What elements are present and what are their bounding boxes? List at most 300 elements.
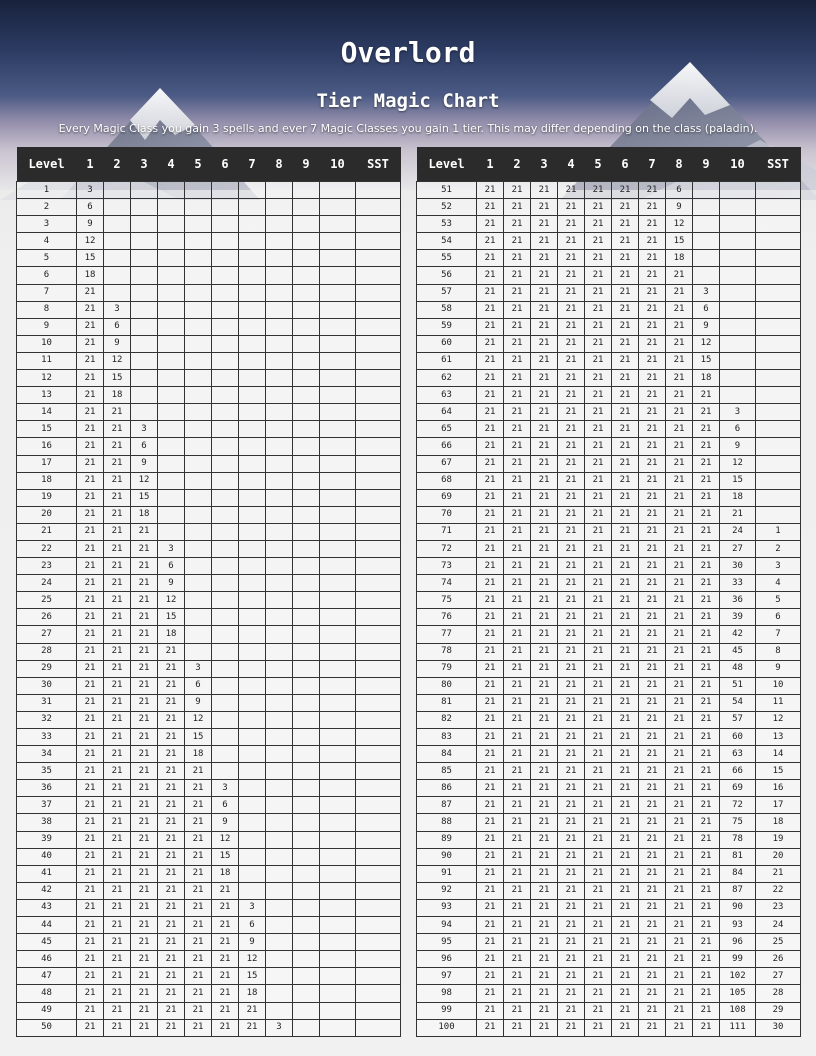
table-cell: 21 (693, 677, 720, 694)
table-cell (131, 199, 158, 216)
table-cell: 21 (104, 455, 131, 472)
table-cell (239, 250, 266, 267)
level-cell: 56 (417, 267, 477, 284)
table-cell (266, 917, 293, 934)
table-cell: 21 (77, 694, 104, 711)
table-cell: 21 (104, 746, 131, 763)
table-cell (239, 609, 266, 626)
table-cell: 22 (756, 882, 801, 899)
table-cell: 21 (612, 284, 639, 301)
table-cell (356, 352, 401, 369)
table-cell: 21 (158, 1019, 185, 1036)
table-cell (212, 540, 239, 557)
table-cell (356, 609, 401, 626)
table-cell (212, 455, 239, 472)
table-cell (239, 421, 266, 438)
level-cell: 99 (417, 1002, 477, 1019)
table-cell (356, 746, 401, 763)
table-cell: 21 (693, 780, 720, 797)
table-cell: 60 (720, 729, 756, 746)
table-cell: 12 (239, 951, 266, 968)
table-cell: 21 (185, 763, 212, 780)
table-cell (356, 917, 401, 934)
table-cell (185, 575, 212, 592)
table-cell: 21 (477, 711, 504, 728)
table-cell: 21 (639, 575, 666, 592)
table-cell: 21 (531, 267, 558, 284)
table-cell: 21 (639, 609, 666, 626)
table-cell (756, 387, 801, 404)
table-cell: 21 (77, 780, 104, 797)
table-row (417, 301, 801, 318)
table-cell (293, 797, 320, 814)
table-cell: 21 (666, 951, 693, 968)
table-row (17, 797, 401, 814)
table-cell: 36 (720, 592, 756, 609)
table-cell (104, 233, 131, 250)
table-cell (266, 335, 293, 352)
table-cell: 18 (756, 814, 801, 831)
table-cell: 21 (131, 1002, 158, 1019)
table-cell: 21 (666, 677, 693, 694)
table-cell: 15 (756, 763, 801, 780)
table-cell: 21 (504, 968, 531, 985)
table-cell: 21 (558, 985, 585, 1002)
table-cell: 21 (666, 711, 693, 728)
table-cell: 21 (558, 917, 585, 934)
level-cell: 50 (17, 1019, 77, 1036)
table-cell (185, 318, 212, 335)
table-cell: 21 (77, 968, 104, 985)
level-cell: 8 (17, 301, 77, 318)
table-cell (720, 318, 756, 335)
table-cell (320, 660, 356, 677)
column-header: 10 (320, 147, 356, 182)
table-row (417, 780, 801, 797)
table-cell (293, 489, 320, 506)
table-cell: 21 (185, 797, 212, 814)
table-cell: 21 (558, 660, 585, 677)
table-cell (356, 729, 401, 746)
table-cell (320, 592, 356, 609)
table-cell: 21 (477, 523, 504, 540)
table-cell: 21 (77, 352, 104, 369)
table-row (417, 506, 801, 523)
table-cell (239, 694, 266, 711)
table-cell: 21 (639, 865, 666, 882)
table-cell: 15 (104, 370, 131, 387)
table-cell (320, 455, 356, 472)
table-cell (239, 729, 266, 746)
table-cell (239, 404, 266, 421)
table-cell (185, 523, 212, 540)
table-cell (356, 763, 401, 780)
table-cell: 21 (158, 677, 185, 694)
table-cell: 99 (720, 951, 756, 968)
table-cell: 12 (77, 233, 104, 250)
table-cell: 21 (104, 626, 131, 643)
table-row (17, 575, 401, 592)
table-cell: 21 (693, 421, 720, 438)
table-cell: 21 (585, 267, 612, 284)
table-cell: 21 (104, 848, 131, 865)
table-cell (756, 182, 801, 199)
table-cell: 21 (185, 831, 212, 848)
table-cell: 21 (693, 797, 720, 814)
table-cell: 21 (666, 523, 693, 540)
table-cell: 21 (104, 643, 131, 660)
table-cell: 21 (693, 455, 720, 472)
table-cell (104, 182, 131, 199)
table-cell: 21 (504, 729, 531, 746)
table-row (417, 592, 801, 609)
table-cell: 21 (158, 660, 185, 677)
table-cell (320, 643, 356, 660)
table-cell (131, 352, 158, 369)
table-cell (239, 746, 266, 763)
table-cell (293, 472, 320, 489)
table-cell: 21 (666, 472, 693, 489)
table-cell: 21 (77, 763, 104, 780)
table-cell: 21 (104, 489, 131, 506)
table-cell (756, 506, 801, 523)
table-cell: 21 (612, 746, 639, 763)
table-cell: 21 (666, 421, 693, 438)
table-cell: 21 (531, 489, 558, 506)
table-cell (239, 506, 266, 523)
table-cell: 21 (585, 763, 612, 780)
table-cell (720, 352, 756, 369)
table-cell: 21 (585, 609, 612, 626)
table-cell: 21 (504, 917, 531, 934)
table-cell (293, 540, 320, 557)
table-cell: 21 (531, 985, 558, 1002)
table-cell: 21 (131, 643, 158, 660)
table-cell: 21 (693, 985, 720, 1002)
table-cell: 21 (639, 506, 666, 523)
table-cell: 10 (756, 677, 801, 694)
table-cell: 21 (77, 626, 104, 643)
table-cell: 12 (720, 455, 756, 472)
table-cell: 18 (720, 489, 756, 506)
table-cell: 21 (639, 301, 666, 318)
level-cell: 78 (417, 643, 477, 660)
table-cell (720, 267, 756, 284)
table-row (417, 421, 801, 438)
table-cell: 3 (266, 1019, 293, 1036)
table-cell (356, 694, 401, 711)
table-cell: 21 (585, 438, 612, 455)
table-cell: 21 (477, 370, 504, 387)
table-cell: 21 (158, 729, 185, 746)
table-cell (320, 780, 356, 797)
table-cell: 21 (104, 404, 131, 421)
table-cell: 26 (756, 951, 801, 968)
table-cell: 9 (158, 575, 185, 592)
level-cell: 79 (417, 660, 477, 677)
level-cell: 91 (417, 865, 477, 882)
table-cell: 21 (77, 301, 104, 318)
table-cell (104, 284, 131, 301)
table-cell: 21 (639, 421, 666, 438)
table-cell: 21 (77, 421, 104, 438)
table-row (17, 831, 401, 848)
table-cell (104, 216, 131, 233)
tier-table-right (416, 147, 801, 1037)
table-cell: 21 (558, 404, 585, 421)
table-cell (356, 182, 401, 199)
table-cell: 21 (131, 951, 158, 968)
level-cell: 17 (17, 455, 77, 472)
table-cell: 21 (666, 848, 693, 865)
table-cell (266, 797, 293, 814)
level-cell: 87 (417, 797, 477, 814)
table-cell: 21 (639, 763, 666, 780)
chart-subtitle: Tier Magic Chart (316, 90, 500, 112)
table-cell: 21 (212, 1019, 239, 1036)
table-cell (356, 233, 401, 250)
table-cell (320, 199, 356, 216)
table-cell (158, 370, 185, 387)
table-cell: 21 (612, 592, 639, 609)
table-row (17, 540, 401, 557)
table-cell (266, 438, 293, 455)
table-row (17, 848, 401, 865)
table-cell (239, 438, 266, 455)
table-cell: 21 (212, 1002, 239, 1019)
table-cell (293, 404, 320, 421)
table-cell (356, 899, 401, 916)
table-cell (756, 250, 801, 267)
table-row (417, 626, 801, 643)
table-cell: 12 (212, 831, 239, 848)
table-cell (212, 523, 239, 540)
table-cell (266, 865, 293, 882)
table-cell (293, 746, 320, 763)
table-cell: 18 (77, 267, 104, 284)
table-cell: 21 (639, 267, 666, 284)
table-row (17, 438, 401, 455)
table-cell: 21 (558, 882, 585, 899)
table-cell: 21 (693, 438, 720, 455)
table-cell: 21 (531, 558, 558, 575)
level-cell: 45 (17, 934, 77, 951)
table-cell (356, 301, 401, 318)
table-cell (356, 985, 401, 1002)
table-cell: 21 (531, 934, 558, 951)
table-cell: 21 (477, 1002, 504, 1019)
table-cell: 21 (477, 335, 504, 352)
level-cell: 70 (417, 506, 477, 523)
table-cell: 21 (693, 387, 720, 404)
table-cell: 21 (504, 523, 531, 540)
table-cell: 21 (77, 404, 104, 421)
table-cell: 21 (531, 865, 558, 882)
table-cell: 21 (531, 216, 558, 233)
table-cell: 90 (720, 899, 756, 916)
table-cell: 21 (504, 182, 531, 199)
table-cell (320, 318, 356, 335)
table-cell: 24 (720, 523, 756, 540)
table-cell (185, 335, 212, 352)
table-cell (239, 523, 266, 540)
level-cell: 83 (417, 729, 477, 746)
table-cell: 21 (504, 865, 531, 882)
table-cell (293, 711, 320, 728)
table-cell (185, 404, 212, 421)
table-cell: 21 (104, 677, 131, 694)
level-cell: 75 (417, 592, 477, 609)
table-cell: 21 (666, 1002, 693, 1019)
table-cell: 21 (131, 831, 158, 848)
table-cell: 21 (104, 985, 131, 1002)
table-cell: 21 (158, 814, 185, 831)
table-cell (293, 284, 320, 301)
table-cell (212, 694, 239, 711)
table-cell: 21 (158, 831, 185, 848)
table-cell (693, 199, 720, 216)
table-cell (756, 284, 801, 301)
table-cell: 21 (639, 540, 666, 557)
table-cell (320, 301, 356, 318)
table-cell: 21 (531, 233, 558, 250)
table-cell: 21 (531, 592, 558, 609)
table-cell: 21 (639, 438, 666, 455)
table-cell: 21 (612, 370, 639, 387)
table-cell (720, 182, 756, 199)
table-cell: 105 (720, 985, 756, 1002)
table-cell (266, 711, 293, 728)
table-cell: 21 (693, 575, 720, 592)
table-cell (266, 284, 293, 301)
table-cell: 1 (756, 523, 801, 540)
table-row (417, 609, 801, 626)
table-cell: 21 (504, 746, 531, 763)
level-cell: 65 (417, 421, 477, 438)
table-cell (720, 335, 756, 352)
table-cell: 21 (666, 660, 693, 677)
level-cell: 1 (17, 182, 77, 199)
table-cell (212, 284, 239, 301)
table-cell: 21 (212, 934, 239, 951)
table-cell (293, 216, 320, 233)
table-cell (158, 182, 185, 199)
table-cell (756, 404, 801, 421)
table-row (17, 199, 401, 216)
table-cell: 21 (558, 968, 585, 985)
table-row (417, 814, 801, 831)
table-cell (356, 421, 401, 438)
table-cell (185, 472, 212, 489)
table-cell: 18 (158, 626, 185, 643)
table-cell: 17 (756, 797, 801, 814)
table-cell (293, 267, 320, 284)
level-cell: 23 (17, 558, 77, 575)
table-cell: 15 (693, 352, 720, 369)
table-cell: 21 (131, 780, 158, 797)
chart-description: Every Magic Class you gain 3 spells and ever 7 Magic Classes you gain 1 tier. This may differ depending on the class (paladin). (58, 122, 758, 135)
table-cell (131, 284, 158, 301)
table-cell (320, 421, 356, 438)
table-cell: 21 (666, 899, 693, 916)
table-cell (158, 318, 185, 335)
table-cell (131, 404, 158, 421)
table-cell: 21 (666, 404, 693, 421)
table-cell: 21 (639, 899, 666, 916)
table-cell: 21 (504, 694, 531, 711)
table-cell (293, 609, 320, 626)
table-cell: 21 (693, 814, 720, 831)
level-cell: 38 (17, 814, 77, 831)
table-row (17, 472, 401, 489)
table-cell: 21 (693, 848, 720, 865)
table-cell (293, 233, 320, 250)
table-cell: 21 (477, 677, 504, 694)
column-header: 4 (558, 147, 585, 182)
table-cell: 21 (693, 763, 720, 780)
table-cell (356, 968, 401, 985)
table-cell: 21 (77, 1019, 104, 1036)
table-cell (239, 352, 266, 369)
table-cell (320, 506, 356, 523)
table-cell: 21 (531, 540, 558, 557)
table-cell: 21 (531, 626, 558, 643)
table-cell (266, 216, 293, 233)
table-row (17, 233, 401, 250)
table-cell (266, 318, 293, 335)
table-cell: 21 (531, 729, 558, 746)
table-cell: 21 (693, 694, 720, 711)
table-cell: 111 (720, 1019, 756, 1036)
table-cell: 21 (666, 540, 693, 557)
table-cell: 3 (104, 301, 131, 318)
column-header: 8 (266, 147, 293, 182)
table-cell (239, 455, 266, 472)
column-header: 2 (104, 147, 131, 182)
table-row (417, 1019, 801, 1036)
table-cell: 21 (77, 899, 104, 916)
table-cell: 21 (131, 694, 158, 711)
table-cell: 21 (504, 370, 531, 387)
level-cell: 36 (17, 780, 77, 797)
table-cell (266, 763, 293, 780)
table-cell (293, 558, 320, 575)
table-cell: 21 (531, 404, 558, 421)
table-cell (320, 472, 356, 489)
table-cell: 21 (558, 387, 585, 404)
table-cell (293, 951, 320, 968)
table-cell (320, 489, 356, 506)
table-cell: 21 (185, 951, 212, 968)
table-cell: 21 (639, 489, 666, 506)
table-cell: 3 (239, 899, 266, 916)
table-cell (293, 421, 320, 438)
table-cell: 21 (77, 677, 104, 694)
level-cell: 49 (17, 1002, 77, 1019)
table-cell: 21 (639, 848, 666, 865)
table-cell (158, 523, 185, 540)
table-row (417, 677, 801, 694)
table-row (417, 284, 801, 301)
table-cell (212, 677, 239, 694)
level-cell: 10 (17, 335, 77, 352)
table-cell: 21 (158, 694, 185, 711)
tier-table-left (16, 147, 401, 1037)
table-cell: 21 (531, 421, 558, 438)
table-cell: 15 (131, 489, 158, 506)
table-cell (320, 968, 356, 985)
table-cell: 21 (504, 677, 531, 694)
